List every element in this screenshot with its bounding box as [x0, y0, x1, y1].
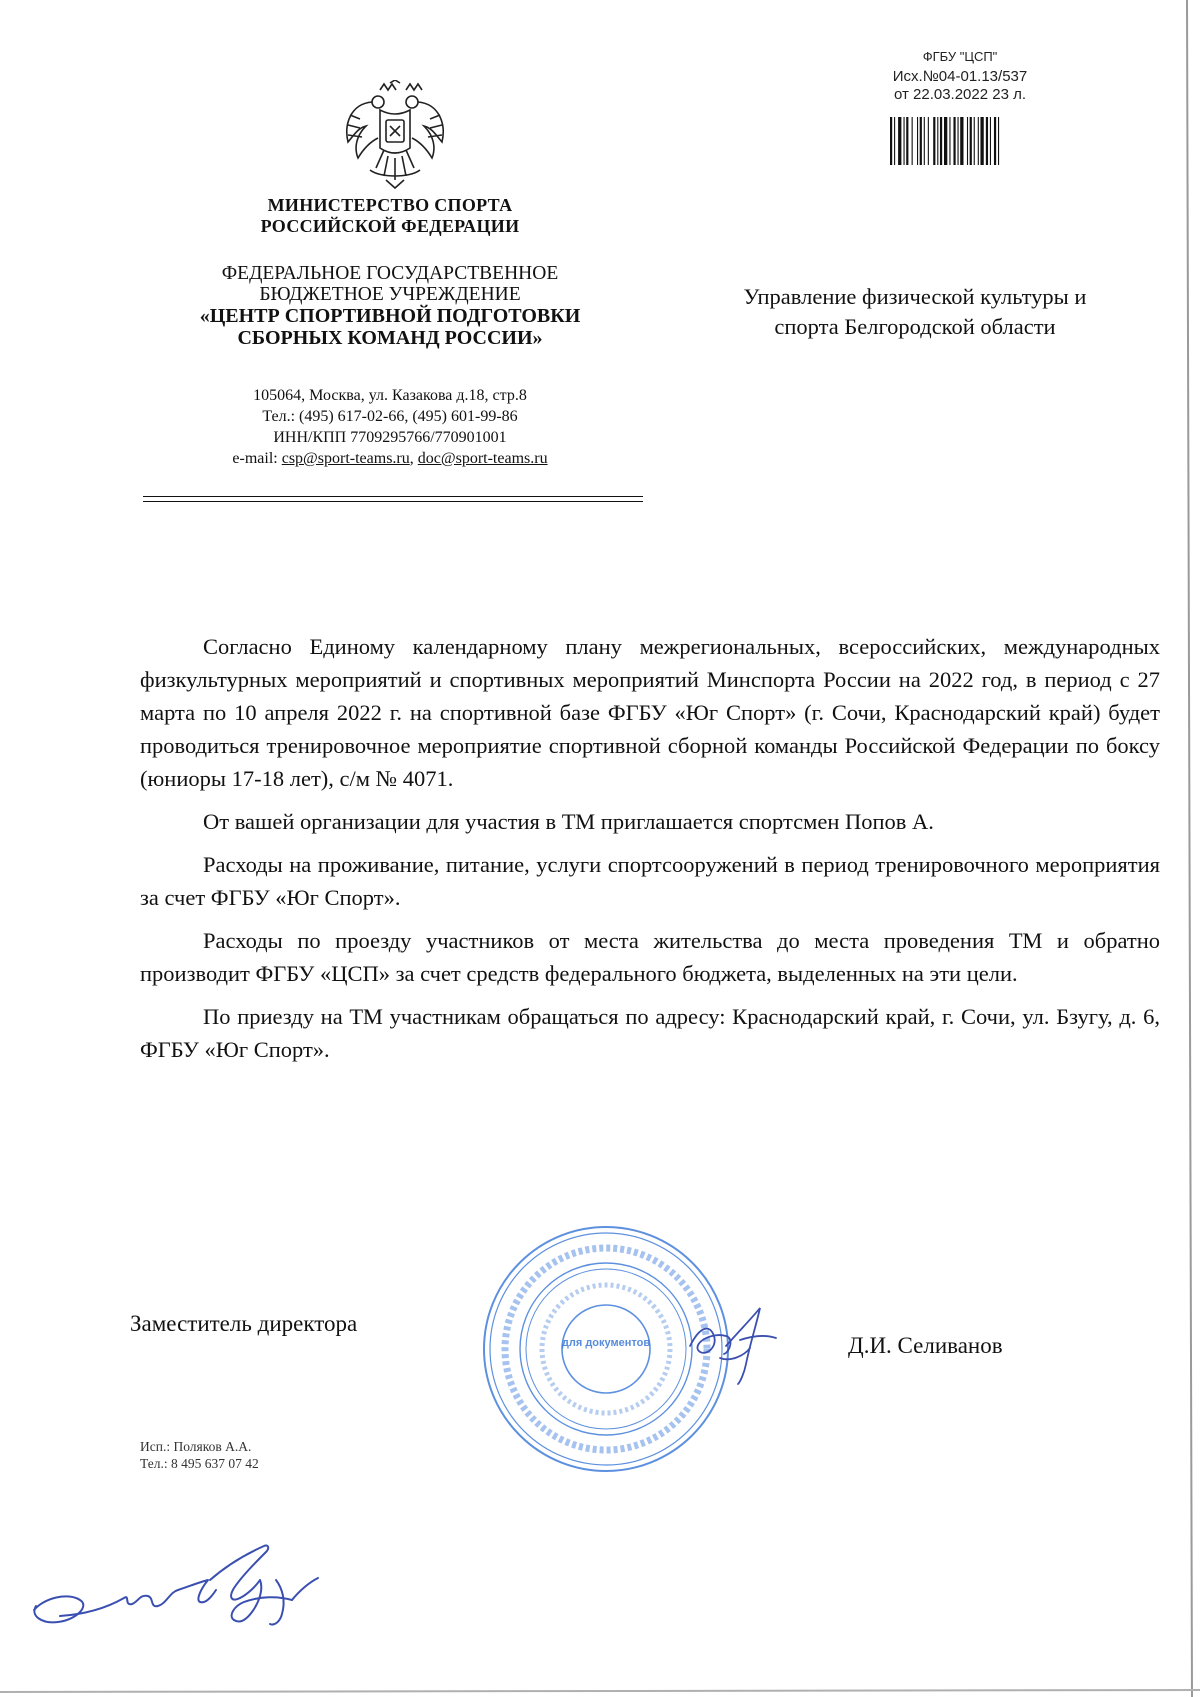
barcode [890, 117, 1042, 165]
barcode-bar [890, 117, 892, 165]
barcode-bar [990, 117, 991, 165]
letter-body [140, 630, 1160, 1076]
recipient-line-1: Управление физической культуры и [743, 284, 1087, 309]
barcode-bar [906, 117, 908, 165]
barcode-bar [960, 117, 963, 165]
barcode-bar [944, 117, 947, 165]
ministry-name [130, 195, 650, 237]
barcode-bar [967, 117, 968, 165]
barcode-bar [928, 117, 929, 165]
institution-type-line-1: ФЕДЕРАЛЬНОЕ ГОСУДАРСТВЕННОЕ [221, 263, 559, 284]
barcode-bar [980, 117, 983, 165]
barcode-bar [940, 117, 942, 165]
registration-date: от 22.03.2022 23 л. [893, 86, 1027, 103]
barcode-bar [949, 117, 950, 165]
institution-name-line-2: СБОРНЫХ КОМАНД РОССИИ» [237, 327, 543, 349]
institution-name-line-1: «ЦЕНТР СПОРТИВНОЙ ПОДГОТОВКИ [199, 305, 581, 327]
stamp-center-text: для документов [561, 1337, 651, 1349]
institution-type [130, 263, 650, 305]
barcode-bar [974, 117, 975, 165]
barcode-bar [924, 117, 925, 165]
institution-contacts [130, 385, 650, 469]
header-divider-thin [143, 501, 643, 502]
paragraph-2: От вашей организации для участия в ТМ приглашается спортсмен Попов А. [203, 809, 934, 834]
coat-of-arms-icon [340, 80, 450, 192]
paragraph-5: По приезду на ТМ участникам обращаться по адресу: Краснодарский край, г. Сочи, ул. Бзугу, д. 6, ФГБУ «Юг Спорт». [140, 1004, 1160, 1062]
handwritten-annotation [20, 1540, 340, 1660]
registration-block [880, 48, 1040, 104]
paragraph-1: Согласно Единому календарному плану межрегиональных, всероссийских, международных физкультурных мероприятий и спортивных мероприятий Минспорта России на 2022 год, в период с 27 марта по 10 апреля 2022 г. на спортивной базе ФГБУ «Юг Спорт» (г. Сочи, Краснодарский край) будет проводиться тренировочное мероприятие спортивной сборной команды Российской Федерации по боксу (юниоры 17-18 лет), с/м № 4071. [140, 634, 1160, 791]
executor-info [140, 1438, 259, 1472]
email-link-1[interactable]: csp@sport-teams.ru [281, 450, 410, 467]
institution-name [130, 305, 650, 349]
recipient-line-2: спорта Белгородской области [774, 314, 1056, 339]
barcode-bar [904, 117, 905, 165]
signatory-title: Заместитель директора [130, 1311, 358, 1336]
registration-org: ФГБУ "ЦСП" [922, 49, 998, 64]
barcode-bar [898, 117, 901, 165]
phone: Тел.: (495) 617-02-66, (495) 601-99-86 [262, 408, 518, 425]
paragraph-4: Расходы по проезду участников от места жительства до места проведения ТМ и обратно производит ФГБУ «ЦСП» за счет средств федерального бюджета, выделенных на эти цели. [140, 928, 1160, 986]
barcode-bar [912, 117, 913, 165]
registration-number: Исх.№04-01.13/537 [892, 68, 1028, 85]
executor-phone: Тел.: 8 495 637 07 42 [140, 1456, 259, 1471]
email-line [130, 448, 650, 469]
barcode-bar [920, 117, 922, 165]
ministry-line-1: МИНИСТЕРСТВО СПОРТА [267, 195, 513, 215]
barcode-bar [998, 117, 999, 165]
barcode-bar [958, 117, 959, 165]
executor-name: Исп.: Поляков А.А. [140, 1439, 252, 1454]
barcode-bar [937, 117, 938, 165]
email-link-2[interactable]: doc@sport-teams.ru [417, 450, 548, 467]
email-separator: , [409, 450, 418, 467]
barcode-bar [894, 117, 895, 165]
barcode-bar [970, 117, 972, 165]
barcode-bar [917, 117, 918, 165]
inn-kpp: ИНН/КПП 7709295766/770901001 [273, 429, 507, 446]
barcode-bar [986, 117, 988, 165]
recipient [680, 282, 1150, 342]
paragraph-3: Расходы на проживание, питание, услуги спортсооружений в период тренировочного мероприятия за счет ФГБУ «Юг Спорт». [140, 852, 1160, 910]
institution-type-line-2: БЮДЖЕТНОЕ УЧРЕЖДЕНИЕ [259, 284, 521, 305]
address: 105064, Москва, ул. Казакова д.18, стр.8 [253, 387, 527, 404]
signatory-name: Д.И. Селиванов [848, 1333, 1003, 1358]
barcode-bar [978, 117, 979, 165]
director-signature [680, 1296, 790, 1386]
ministry-line-2: РОССИЙСКОЙ ФЕДЕРАЦИИ [260, 216, 520, 236]
barcode-bar [994, 117, 996, 165]
barcode-bar [933, 117, 935, 165]
header-divider [143, 496, 643, 497]
barcode-bar [953, 117, 955, 165]
email-prefix: e-mail: [232, 450, 282, 467]
